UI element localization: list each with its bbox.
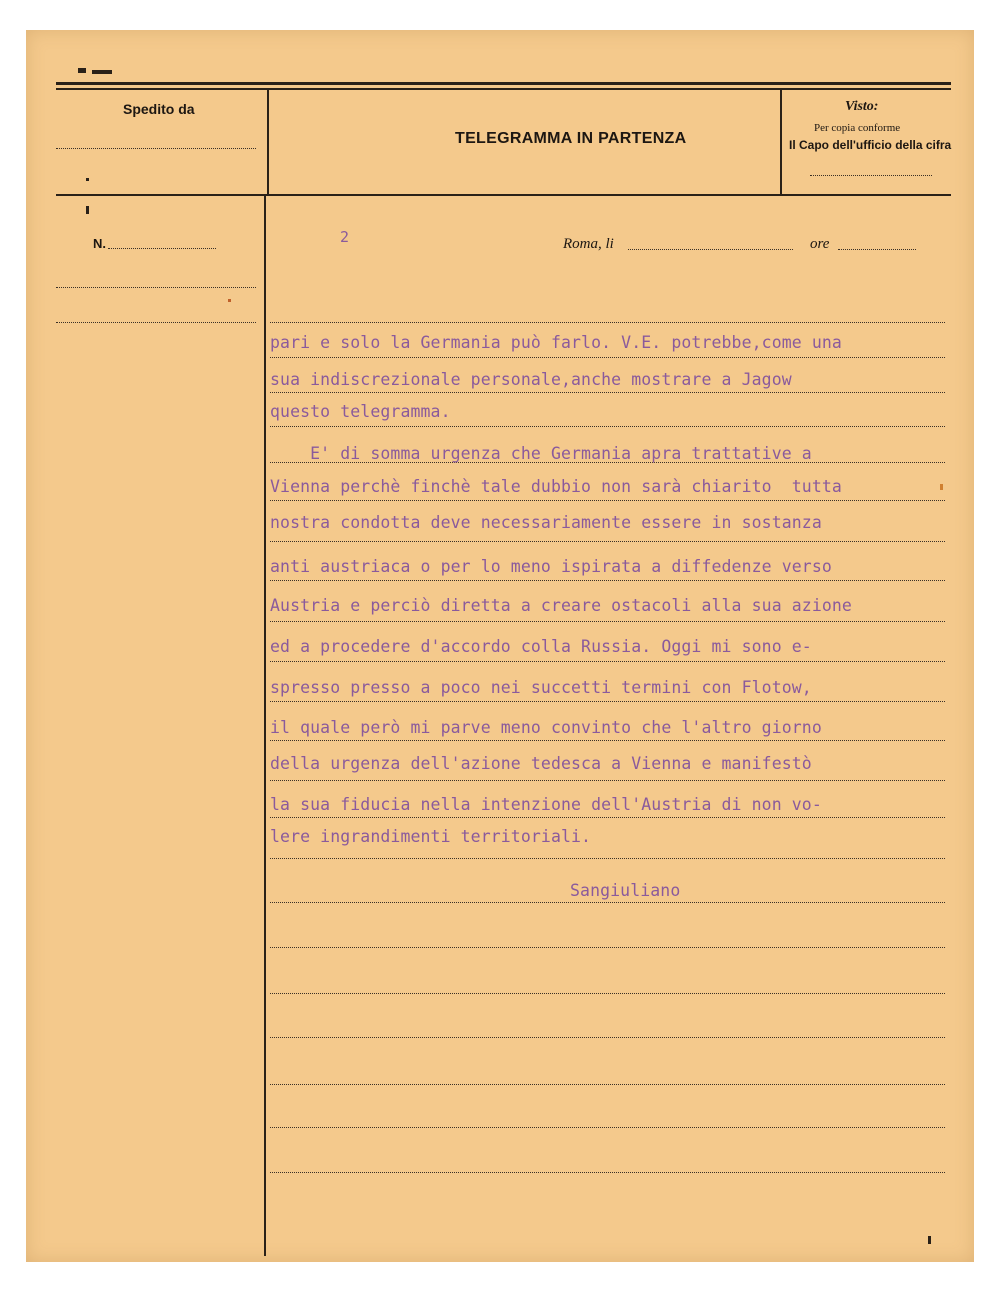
- signature: Sangiuliano: [570, 881, 681, 900]
- ruled-line: [270, 661, 945, 662]
- body-line: lere ingrandimenti territoriali.: [270, 827, 592, 846]
- ink-mark: [928, 1236, 931, 1244]
- sent-from-label: Spedito da: [123, 101, 195, 117]
- body-line: Vienna perchè finchè tale dubbio non sarà chiarito tutta: [270, 477, 842, 496]
- ruled-line: [270, 902, 945, 903]
- ruled-line: [270, 541, 945, 542]
- ruled-line: [270, 1037, 945, 1038]
- ink-mark: [86, 206, 89, 214]
- number-extra-line-2: [56, 322, 256, 323]
- number-field[interactable]: [108, 248, 216, 249]
- header-divider-right: [780, 90, 782, 194]
- visto-label: Visto:: [845, 99, 879, 114]
- header-rule-top: [56, 82, 951, 85]
- copy-label: Per copia conforme: [814, 122, 901, 134]
- time-label: ore: [810, 236, 830, 252]
- number-extra-line-1: [56, 287, 256, 288]
- ink-mark: [228, 299, 231, 302]
- ruled-line: [270, 580, 945, 581]
- body-line: della urgenza dell'azione tedesca a Vienna e manifestò: [270, 754, 812, 773]
- header-separator: [56, 194, 951, 196]
- page-number: 2: [340, 228, 350, 246]
- ruled-line: [270, 740, 945, 741]
- ruled-line: [270, 1172, 945, 1173]
- ruled-line: [270, 858, 945, 859]
- visto-signature-field[interactable]: [810, 175, 932, 176]
- ruled-line: [270, 500, 945, 501]
- sent-from-field[interactable]: [56, 148, 256, 149]
- ruled-line: [270, 780, 945, 781]
- ruled-line: [270, 426, 945, 427]
- number-label: N.: [93, 236, 106, 251]
- time-field[interactable]: [838, 249, 916, 250]
- ruled-line: [270, 621, 945, 622]
- body-line: sua indiscrezionale personale,anche mostrare a Jagow: [270, 370, 792, 389]
- ruled-line: [270, 1127, 945, 1128]
- ink-mark: [940, 484, 943, 490]
- place-label: Roma, li: [563, 236, 614, 252]
- ruled-line: [270, 701, 945, 702]
- body-divider: [264, 196, 266, 1256]
- ruled-line: [270, 993, 945, 994]
- body-line: la sua fiducia nella intenzione dell'Austria di non vo-: [270, 795, 822, 814]
- ink-mark: [92, 70, 112, 74]
- ruled-line: [270, 947, 945, 948]
- body-line: spresso presso a poco nei succetti termini con Flotow,: [270, 678, 812, 697]
- header-divider-left: [267, 90, 269, 194]
- date-field[interactable]: [628, 249, 793, 250]
- body-line: anti austriaca o per lo meno ispirata a diffedenze verso: [270, 557, 832, 576]
- body-line: questo telegramma.: [270, 402, 451, 421]
- body-line: Austria e perciò diretta a creare ostacoli alla sua azione: [270, 596, 852, 615]
- form-title: TELEGRAMMA IN PARTENZA: [455, 130, 687, 147]
- office-label: Il Capo dell'ufficio della cifra: [789, 138, 952, 152]
- body-line: E' di somma urgenza che Germania apra trattative a: [270, 444, 812, 463]
- ruled-line: [270, 1084, 945, 1085]
- ruled-line: [270, 392, 945, 393]
- body-line: il quale però mi parve meno convinto che l'altro giorno: [270, 718, 822, 737]
- body-line: ed a procedere d'accordo colla Russia. Oggi mi sono e-: [270, 637, 812, 656]
- body-line: pari e solo la Germania può farlo. V.E. potrebbe,come una: [270, 333, 842, 352]
- ink-mark: [86, 178, 89, 181]
- ruled-line: [270, 357, 945, 358]
- ink-mark: [78, 68, 86, 73]
- header-rule-bottom: [56, 88, 951, 90]
- body-line: nostra condotta deve necessariamente essere in sostanza: [270, 513, 822, 532]
- ruled-line: [270, 817, 945, 818]
- ruled-line: [270, 322, 945, 323]
